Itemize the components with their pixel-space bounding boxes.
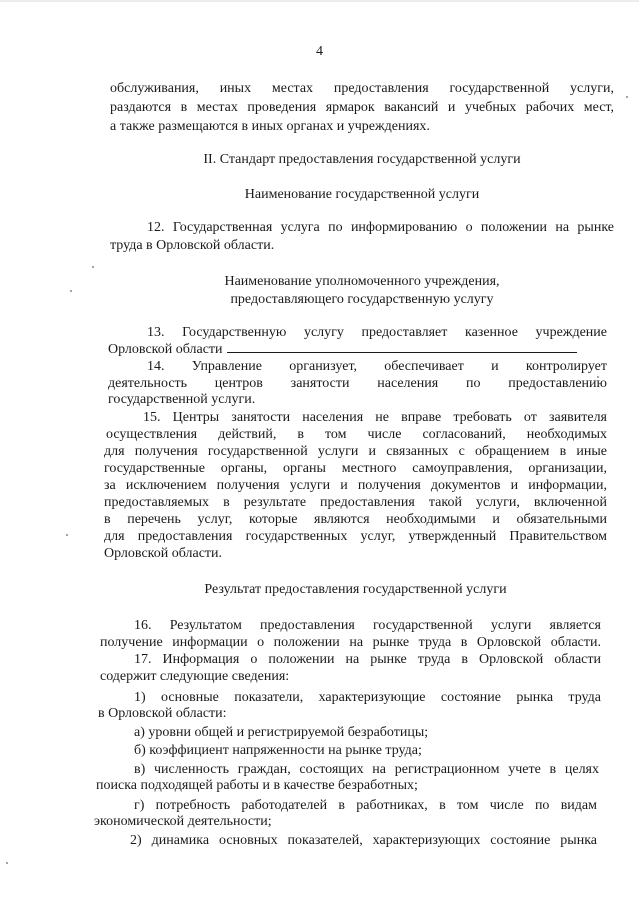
text-line: 13. Государственную услугу предоставляет казенное учреждение: [147, 325, 607, 340]
subsection-heading: предоставляющего государственную услугу: [230, 292, 494, 307]
scan-speck: [626, 96, 628, 98]
text-line: осуществления действий, в том числе согласований, необходимых: [106, 427, 607, 442]
text-line: раздаются в местах проведения ярмарок вакансий и учебных рабочих мест,: [110, 100, 614, 115]
text-line: для получения государственной услуги и связанных с обращением в иные: [104, 444, 607, 459]
scan-speck: [6, 862, 8, 864]
text-line: 14. Управление организует, обеспечивает и контролирует: [147, 359, 607, 374]
text-line: а) уровни общей и регистрируемой безработицы;: [134, 725, 429, 740]
text-line: в) численность граждан, состоящих на регистрационном учете в целях: [134, 762, 599, 777]
scan-speck: [70, 290, 72, 292]
subsection-heading: Наименование уполномоченного учреждения,: [224, 274, 500, 289]
text-line: а также размещаются в иных органах и учреждениях.: [110, 119, 430, 134]
text-line: за исключением получения услуги и получения документов и информации,: [104, 478, 607, 493]
text-line: деятельность центров занятости населения по предоставлению: [108, 376, 607, 391]
scan-speck: [92, 266, 94, 268]
subsection-heading: Наименование государственной услуги: [244, 187, 480, 202]
text-line: труда в Орловской области.: [110, 238, 275, 253]
text-line: государственные органы, органы местного самоуправления, организации,: [104, 461, 607, 476]
section-heading: II. Стандарт предоставления государственной услуги: [203, 152, 521, 167]
text-line: в перечень услуг, которые являются необходимыми и обязательными: [104, 512, 607, 527]
text-line: Орловской области: [108, 340, 577, 358]
text-line: содержит следующие сведения:: [100, 669, 290, 684]
text-line: получение информации о положении на рынке труда в Орловской области.: [100, 635, 601, 650]
text-line: 1) основные показатели, характеризующие состояние рынка труда: [134, 690, 601, 705]
text-line: в Орловской области:: [98, 706, 227, 721]
text-line: б) коэффициент напряженности на рынке труда;: [134, 743, 422, 758]
text-line: 15. Центры занятости населения не вправе требовать от заявителя: [143, 410, 607, 425]
text-line: обслуживания, иных местах предоставления государственной услуги,: [110, 81, 614, 96]
text-line: предоставляемых в результате предоставления такой услуги, включенной: [104, 495, 607, 510]
text-line: экономической деятельности;: [94, 814, 272, 829]
scan-speck: [66, 534, 68, 536]
text-line: поиска подходящей работы и в качестве безработных;: [96, 778, 418, 793]
text-line: г) потребность работодателей в работниках, в том числе по видам: [134, 798, 597, 813]
text-line: для предоставления государственных услуг, утвержденный Правительством: [104, 529, 607, 544]
scan-edge: [0, 0, 639, 2]
text-line: 16. Результатом предоставления государственной услуги является: [134, 618, 601, 633]
text-line: 2) динамика основных показателей, характеризующих состояние рынка: [130, 833, 597, 848]
page-number: 4: [316, 44, 323, 59]
text-line: 12. Государственная услуга по информированию о положении на рынке: [147, 220, 614, 235]
blank-fill-line: [227, 340, 577, 353]
subsection-heading: Результат предоставления государственной услуги: [204, 582, 507, 597]
text-line: 17. Информация о положении на рынке труда в Орловской области: [134, 652, 601, 667]
text-line: государственной услуги.: [108, 392, 256, 407]
text-line: Орловской области.: [104, 546, 223, 561]
